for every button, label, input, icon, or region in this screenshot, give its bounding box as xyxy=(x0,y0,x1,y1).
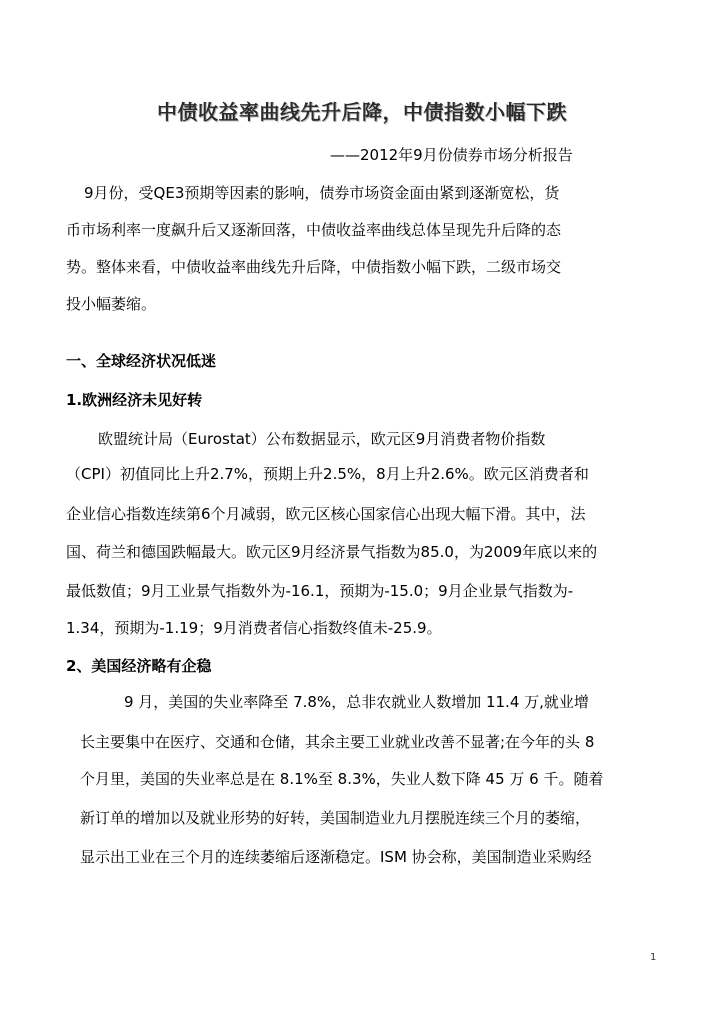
paragraph-line: 显示出工业在三个月的连续萎缩后逐渐稳定。ISM 协会称，美国制造业采购经 xyxy=(80,848,592,866)
intro-line: 投小幅萎缩。 xyxy=(66,295,157,313)
subsection-heading: 1.欧洲经济未见好转 xyxy=(66,391,203,409)
report-title: 中债收益率曲线先升后降，中债指数小幅下跌 xyxy=(157,100,567,124)
paragraph-line: 1.34，预期为-1.19；9月消费者信心指数终值未-25.9。 xyxy=(66,619,442,637)
paragraph-line: 企业信心指数连续第6个月减弱，欧元区核心国家信心出现大幅下滑。其中，法 xyxy=(66,505,586,523)
paragraph-line: 长主要集中在医疗、交通和仓储，其余主要工业就业改善不显著;在今年的头 8 xyxy=(80,733,595,751)
section-heading: 一、全球经济状况低迷 xyxy=(66,352,217,370)
paragraph-line: 新订单的增加以及就业形势的好转，美国制造业九月摆脱连续三个月的萎缩， xyxy=(80,809,591,827)
paragraph-line: 最低数值；9月工业景气指数外为-16.1，预期为-15.0；9月企业景气指数为- xyxy=(66,582,574,600)
paragraph-line: 个月里，美国的失业率总是在 8.1%至 8.3%，失业人数下降 45 万 6 千。随着 xyxy=(80,770,604,788)
intro-line: 9月份，受QE3预期等因素的影响，债券市场资金面由紧到逐渐宽松，货 xyxy=(84,184,560,202)
intro-line: 势。整体来看，中债收益率曲线先升后降，中债指数小幅下跌，二级市场交 xyxy=(66,258,562,276)
paragraph-line: 欧盟统计局（Eurostat）公布数据显示，欧元区9月消费者物价指数 xyxy=(98,430,546,448)
paragraph-line: （CPI）初值同比上升2.7%，预期上升2.5%，8月上升2.6%。欧元区消费者和 xyxy=(66,465,589,483)
page-number: 1 xyxy=(650,952,657,963)
paragraph-line: 国、荷兰和德国跌幅最大。欧元区9月经济景气指数为85.0，为2009年底以来的 xyxy=(66,543,598,561)
report-subtitle: ——2012年9月份债券市场分析报告 xyxy=(330,146,573,164)
paragraph-line: 9 月，美国的失业率降至 7.8%，总非农就业人数增加 11.4 万,就业增 xyxy=(124,693,589,711)
intro-line: 币市场利率一度飙升后又逐渐回落，中债收益率曲线总体呈现先升后降的态 xyxy=(66,221,562,239)
subsection-heading: 2、美国经济略有企稳 xyxy=(66,657,212,675)
